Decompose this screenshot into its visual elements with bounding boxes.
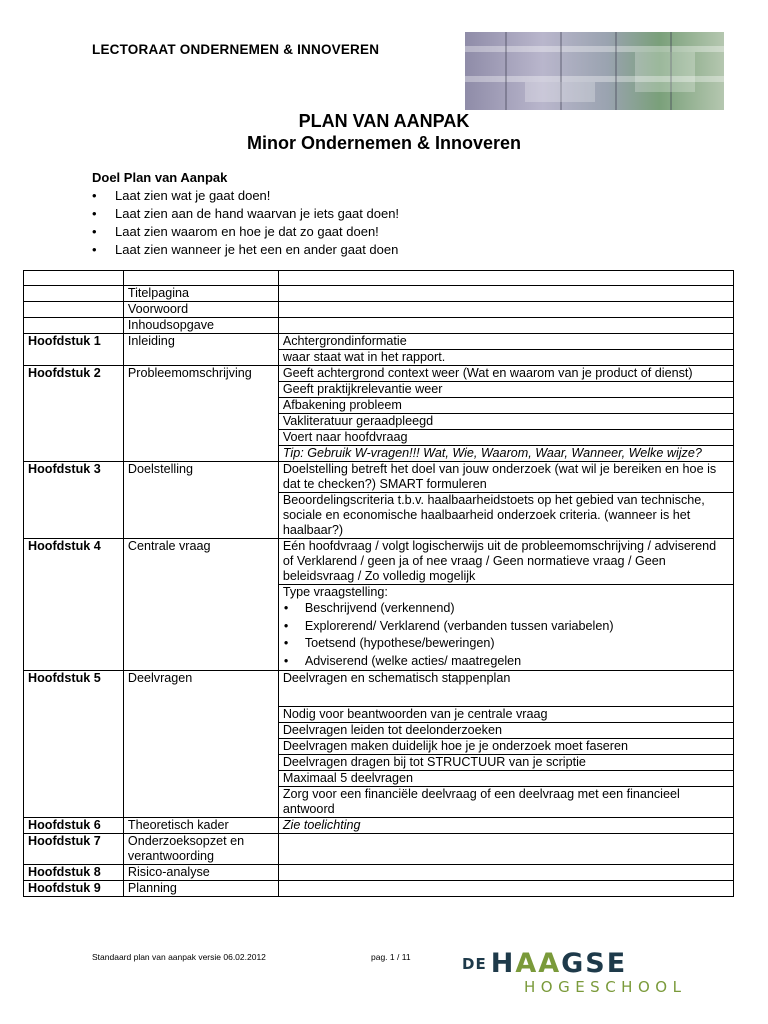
table-row (24, 286, 734, 302)
chapter-label: Hoofdstuk 5 (24, 671, 124, 818)
table-row (24, 271, 734, 286)
page-title: PLAN VAN AANPAK (298, 111, 470, 131)
table-row (24, 671, 734, 707)
table-cell (123, 271, 278, 286)
list-item: • Toetsend (hypothese/beweringen) (283, 635, 729, 653)
chapter-detail: Doelstelling betreft het doel van jouw onderzoek (wat wil je bereiken en hoe is dat te checken?) SMART formuleren (278, 462, 733, 493)
goal-item: • Laat zien wat je gaat doen! (92, 187, 399, 205)
goal-list (92, 187, 399, 259)
chapter-topic: Theoretisch kader (123, 818, 278, 834)
table-cell (278, 302, 733, 318)
question-types (278, 585, 733, 671)
chapter-topic: Onderzoeksopzet en verantwoording (123, 834, 278, 865)
table-row (24, 881, 734, 897)
plan-table (23, 270, 734, 897)
logo-h: H (490, 948, 516, 979)
chapter-detail: Vakliteratuur geraadpleegd (278, 414, 733, 430)
table-cell (24, 271, 124, 286)
chapter-detail: Deelvragen dragen bij tot STRUCTUUR van je scriptie (278, 755, 733, 771)
chapter-detail: Deelvragen maken duidelijk hoe je je onderzoek moet faseren (278, 739, 733, 755)
question-types-heading: Type vraagstelling: (282, 585, 388, 599)
table-row (24, 462, 734, 493)
chapter-detail: Geeft achtergrond context weer (Wat en waarom van je product of dienst) (278, 366, 733, 382)
chapter-detail: Geeft praktijkrelevantie weer (278, 382, 733, 398)
logo-gse: GSE (561, 948, 628, 979)
chapter-detail: Maximaal 5 deelvragen (278, 771, 733, 787)
chapter-detail: Achtergrondinformatie (278, 334, 733, 350)
chapter-topic: Doelstelling (123, 462, 278, 539)
footer-page-number: pag. 1 / 11 (371, 952, 411, 962)
chapter-topic: Risico-analyse (123, 865, 278, 881)
table-row (24, 865, 734, 881)
table-cell (278, 881, 733, 897)
chapter-label: Hoofdstuk 2 (24, 366, 124, 462)
goal-heading: Doel Plan van Aanpak (92, 170, 228, 185)
list-item: • Beschrijvend (verkennend) (283, 600, 729, 618)
table-cell (24, 318, 124, 334)
footer-version: Standaard plan van aanpak versie 06.02.2012 (92, 952, 266, 962)
chapter-detail: Voert naar hoofdvraag (278, 430, 733, 446)
chapter-detail: Deelvragen leiden tot deelonderzoeken (278, 723, 733, 739)
chapter-tip: Tip: Gebruik W-vragen!!! Wat, Wie, Waarom, Waar, Wanneer, Welke wijze? (278, 446, 733, 462)
logo-de: DE (462, 955, 487, 973)
logo-aa: AA (515, 948, 562, 979)
table-row (24, 539, 734, 585)
chapter-detail: waar staat wat in het rapport. (278, 350, 733, 366)
table-row (24, 366, 734, 382)
table-cell (24, 302, 124, 318)
header-photo (465, 32, 724, 110)
chapter-topic: Probleemomschrijving (123, 366, 278, 462)
table-row (24, 818, 734, 834)
question-types-list (283, 600, 729, 670)
section-topic: Inhoudsopgave (123, 318, 278, 334)
chapter-label: Hoofdstuk 3 (24, 462, 124, 539)
goal-section (92, 170, 399, 259)
chapter-label: Hoofdstuk 7 (24, 834, 124, 865)
section-topic: Titelpagina (123, 286, 278, 302)
goal-item: • Laat zien aan de hand waarvan je iets gaat doen! (92, 205, 399, 223)
page-subtitle: Minor Ondernemen & Innoveren (246, 133, 522, 153)
table-cell (278, 834, 733, 865)
chapter-detail: Beoordelingscriteria t.b.v. haalbaarheidstoets op het gebied van technische, sociale en economische haalbaarheid onderzoek criteria. (wanneer is het haalbaar?) (278, 493, 733, 539)
table-cell (278, 318, 733, 334)
chapter-detail: Eén hoofdvraag / volgt logischerwijs uit de probleemomschrijving / adviserend of Verklarend / geen ja of nee vraag / Geen normatieve vraag / Geen beleidsvraag / Zo volledig mogelijk (278, 539, 733, 585)
chapter-detail: Nodig voor beantwoorden van je centrale vraag (278, 707, 733, 723)
haagse-hogeschool-logo (462, 950, 692, 1002)
list-item: • Explorerend/ Verklarend (verbanden tussen variabelen) (283, 618, 729, 636)
chapter-detail: Deelvragen en schematisch stappenplan (278, 671, 733, 707)
table-cell (278, 865, 733, 881)
table-row (24, 334, 734, 350)
chapter-topic: Inleiding (123, 334, 278, 366)
chapter-note: Zie toelichting (278, 818, 733, 834)
chapter-label: Hoofdstuk 6 (24, 818, 124, 834)
table-row (24, 302, 734, 318)
logo-subtitle: HOGESCHOOL (524, 978, 687, 996)
table-cell (24, 286, 124, 302)
table-cell (278, 286, 733, 302)
chapter-detail: Afbakening probleem (278, 398, 733, 414)
chapter-topic: Planning (123, 881, 278, 897)
logo-wordmark (462, 950, 692, 978)
chapter-label: Hoofdstuk 4 (24, 539, 124, 671)
chapter-label: Hoofdstuk 9 (24, 881, 124, 897)
goal-item: • Laat zien wanneer je het een en ander gaat doen (92, 241, 399, 259)
table-row (24, 318, 734, 334)
chapter-detail: Zorg voor een financiële deelvraag of een deelvraag met een financieel antwoord (278, 787, 733, 818)
table-row (24, 834, 734, 865)
chapter-label: Hoofdstuk 1 (24, 334, 124, 366)
goal-item: • Laat zien waarom en hoe je dat zo gaat doen! (92, 223, 399, 241)
list-item: • Adviserend (welke acties/ maatregelen (283, 653, 729, 671)
chapter-topic: Deelvragen (123, 671, 278, 818)
chapter-label: Hoofdstuk 8 (24, 865, 124, 881)
section-topic: Voorwoord (123, 302, 278, 318)
table-cell (278, 271, 733, 286)
header-title: LECTORAAT ONDERNEMEN & INNOVEREN (92, 42, 380, 57)
chapter-topic: Centrale vraag (123, 539, 278, 671)
